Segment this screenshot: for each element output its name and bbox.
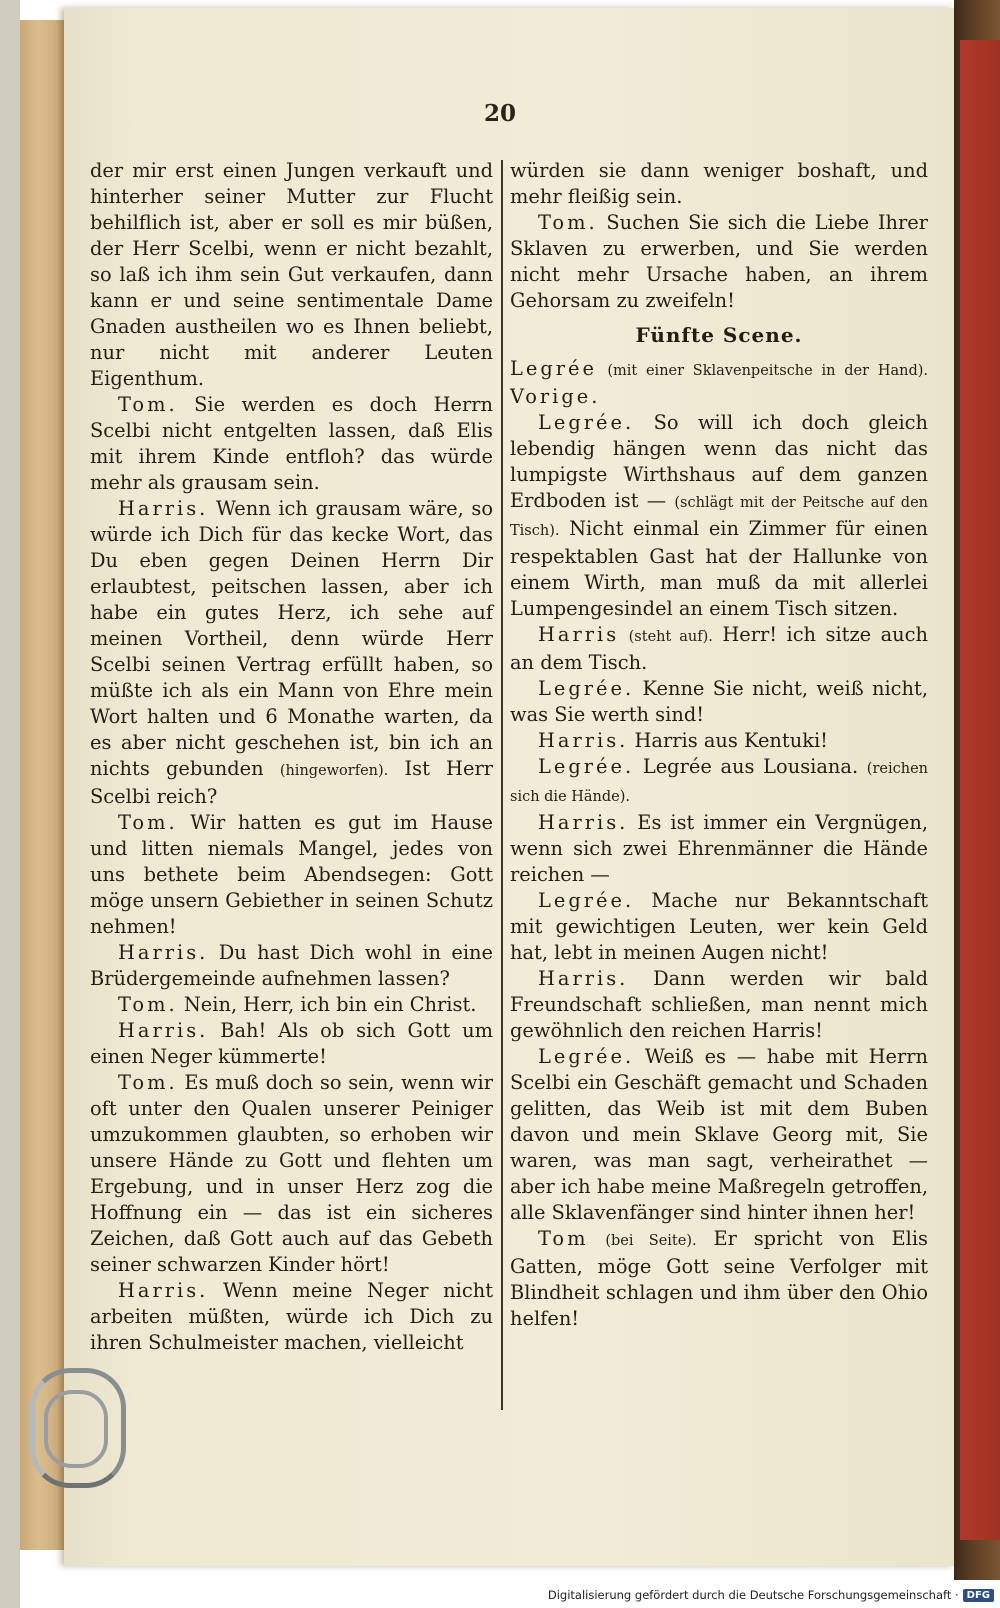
left-text-column: [90, 158, 493, 1356]
dialogue-line: Harris. Wenn ich grausam wäre, so würde ich Dich für das kecke Wort, das Du eben gegen Deinen Herrn Dir erlaubtest, peitschen lassen, aber ich habe ein gutes Herz, ich sehe auf meinen Vortheil, denn würde Herr Scelbi seinen Vertrag erfüllt haben, so müßte ich als ein Mann von Ehre mein Wort halten und 6 Monathe warten, da es aber nicht geschehen ist, bin ich an nichts gebunden (hingeworfen). Ist Herr Scelbi reich?: [90, 497, 494, 808]
stage-direction: (steht auf).: [628, 629, 713, 645]
dialogue-line: Legrée. Weiß es — habe mit Herrn Scelbi ein Geschäft gemacht und Schaden gelitten, das Weib ist mit dem Buben davon und mein Sklave Georg mit, Sie waren, was man sagt, verheirathet — aber ich habe meine Maßregeln getroffen, alle Sklavenfänger sind hinter ihnen her!: [510, 1045, 928, 1224]
stage-direction: (hingeworfen).: [279, 763, 389, 779]
footer-credit-text: Digitalisierung gefördert durch die Deutsche Forschungsgemeinschaft ·: [547, 1588, 959, 1602]
speaker-name: Harris.: [118, 1019, 209, 1042]
dialogue-line: Harris. Du hast Dich wohl in eine Brüdergemeinde aufnehmen lassen?: [90, 941, 493, 990]
dialogue-line: Harris. Wenn meine Neger nicht arbeiten müßten, würde ich Dich zu ihren Schulmeister machen, vielleicht: [90, 1279, 493, 1354]
dialogue-line: Harris (steht auf). Herr! ich sitze auch an dem Tisch.: [510, 623, 928, 674]
dialogue-line: Legrée. Mache nur Bekanntschaft mit gewichtigen Leuten, wer kein Geld hat, lebt in meinen Augen nicht!: [510, 889, 928, 964]
speaker-name: Harris.: [118, 941, 209, 964]
dialogue-line: Tom. Sie werden es doch Herrn Scelbi nicht entgelten lassen, daß Elis mit ihrem Kinde entfloh? das würde mehr als grausam sein.: [90, 393, 493, 494]
speaker-name: Legrée.: [538, 889, 635, 912]
speaker-name: Tom.: [118, 811, 178, 834]
speaker-name: Legrée.: [538, 411, 635, 434]
dialogue-line: Tom. Wir hatten es gut im Hause und litten niemals Mangel, jedes von uns bethete beim Abendsegen: Gott möge unsern Gebiether in seinen Schutz nehmen!: [90, 811, 493, 938]
speaker-name: Harris.: [118, 497, 209, 520]
dialogue-line: Harris. Harris aus Kentuki!: [538, 729, 828, 752]
speaker-name: Harris.: [538, 811, 629, 834]
stage-direction: (schlägt mit der Peitsche auf den Tisch).: [510, 495, 928, 539]
dialogue-line: Harris. Bah! Als ob sich Gott um einen Neger kümmerte!: [90, 1019, 493, 1068]
speaker-name: Legrée.: [538, 755, 635, 778]
dialogue-line: Tom (bei Seite). Er spricht von Elis Gatten, möge Gott seine Verfolger mit Blindheit schlagen und ihm über den Ohio helfen!: [510, 1227, 928, 1330]
stage-direction: (mit einer Sklavenpeitsche in der Hand).: [607, 363, 928, 379]
dialogue-line: Harris. Es ist immer ein Vergnügen, wenn sich zwei Ehrenmänner die Hände reichen —: [510, 811, 928, 886]
dialogue-line: Tom. Suchen Sie sich die Liebe Ihrer Sklaven zu erwerben, und Sie werden nicht mehr Ursache haben, an ihrem Gehorsam zu zweifeln!: [510, 211, 928, 312]
scan-background-left: [0, 0, 20, 1608]
dialogue-line: Legrée. Legrée aus Lousiana. (reichen sich die Hände).: [510, 755, 928, 805]
paragraph: würden sie dann weniger boshaft, und mehr fleißig sein.: [510, 159, 928, 208]
page-number: 20: [483, 100, 516, 127]
speaker-name: Harris: [538, 623, 620, 646]
dialogue-line: Legrée. So will ich doch gleich lebendig hängen wenn das nicht das lumpigste Wirthshaus auf dem ganzen Erdboden ist — (schlägt mit der Peitsche auf den Tisch). Nicht einmal ein Zimmer für einen respektablen Gast hat der Hallunke von einem Wirth, man muß da mit allerlei Lumpengesindel an einem Tisch sitzen.: [510, 411, 928, 620]
stage-direction: (reichen sich die Hände).: [510, 761, 928, 805]
book-ribbon-right: [960, 40, 1000, 1540]
paragraph: der mir erst einen Jungen verkauft und hinterher seiner Mutter zur Flucht behilflich ist, aber er soll es mir büßen, der Herr Scelbi, wenn er nicht bezahlt, so laß ich ihm sein Gut verkaufen, dann kann er und seine sentimentale Dame Gnaden austheilen wo es Ihnen beliebt, nur nicht mit anderer Leuten Eigenthum.: [90, 159, 493, 390]
dfg-logo: DFG: [963, 1589, 994, 1602]
speaker-name: Tom.: [118, 393, 178, 416]
speaker-name: Tom.: [538, 211, 598, 234]
speaker-name: Legrée: [510, 357, 597, 380]
speaker-name: Harris.: [538, 729, 629, 752]
dialogue-line: Tom. Nein, Herr, ich bin ein Christ.: [118, 993, 477, 1016]
paper-clip-inner-loop: [44, 1390, 108, 1468]
speaker-name: Harris.: [118, 1279, 209, 1302]
scene-heading: Fünfte Scene.: [635, 323, 803, 347]
right-text-column: [510, 158, 928, 1332]
speaker-name: Harris.: [538, 967, 629, 990]
speaker-name: Legrée.: [538, 1045, 635, 1068]
dialogue-line: Legrée. Kenne Sie nicht, weiß nicht, was Sie werth sind!: [510, 677, 928, 726]
stage-direction: (bei Seite).: [605, 1233, 697, 1249]
dialogue-line: Harris. Dann werden wir bald Freundschaft schließen, man nennt mich gewöhnlich den reichen Harris!: [510, 967, 929, 1042]
dialogue-line: Tom. Es muß doch so sein, wenn wir oft unter den Qualen unserer Peiniger umzukommen glaubten, so erhoben wir unsere Hände zu Gott und flehten um Ergebung, und in unser Herz zog die Hoffnung ein — das ist ein sicheres Zeichen, daß Gott auch auf das Gebeth seiner schwarzen Kinder hört!: [90, 1071, 494, 1276]
scene-direction: Legrée (mit einer Sklavenpeitsche in der Hand). Vorige.: [510, 357, 928, 408]
speaker-name: Tom.: [118, 1071, 178, 1094]
speaker-name: Tom: [538, 1227, 589, 1250]
speaker-name: Legrée.: [538, 677, 635, 700]
digitization-footer: [548, 1585, 994, 1605]
speaker-name: Tom.: [118, 993, 178, 1016]
column-divider: [501, 160, 503, 1410]
